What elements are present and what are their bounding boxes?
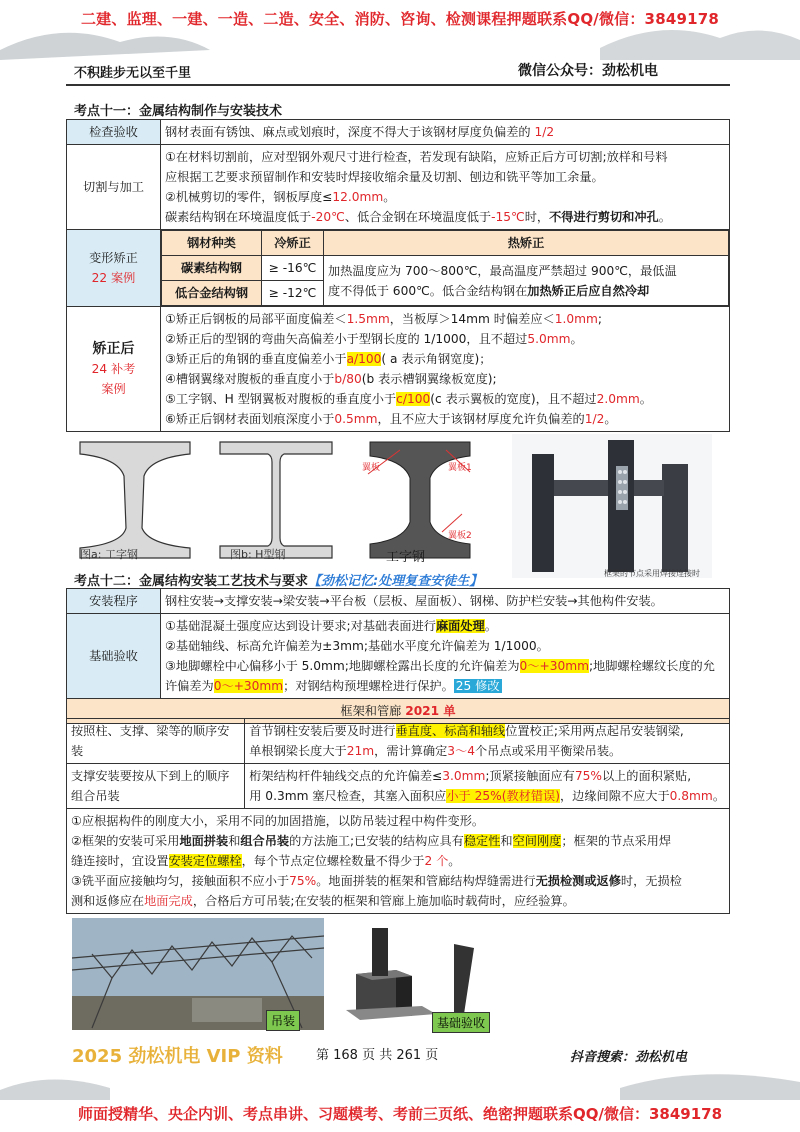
- text-span: 地面完成: [144, 894, 193, 908]
- text-span: ，且不应大于该钢材厚度允许负偏差的: [377, 412, 585, 426]
- cut-l3b: 12.0mm: [332, 190, 384, 204]
- text-span: 单根钢梁长度大于: [249, 744, 347, 758]
- text-span: a/100: [346, 352, 382, 366]
- check-row: [67, 120, 730, 145]
- after-case-1: 24 补考: [91, 362, 136, 376]
- text-span: 测和返修应在: [71, 894, 145, 908]
- fig-c-caption: 工字钢: [386, 550, 426, 565]
- fig-c-wing1: 翼板1: [448, 463, 472, 473]
- frame-row-1-left: 按照柱、支撑、梁等的顺序安装: [67, 719, 245, 764]
- deform-case: 22 案例: [91, 271, 136, 285]
- text-span: 75%: [574, 769, 602, 783]
- text-span: 1.5mm: [346, 312, 390, 326]
- text-span: 1.0mm: [554, 312, 598, 326]
- text-span: 3～4: [447, 744, 475, 758]
- after-head-label: 矫正后: [92, 341, 135, 357]
- cut-head: 切割与加工: [67, 145, 161, 230]
- cut-row: [67, 145, 730, 230]
- text-span: ⑤工字钢、H 型钢翼板对腹板的垂直度小于: [165, 392, 397, 406]
- page-number: 第 168 页 共 261 页: [316, 1048, 439, 1063]
- wechat-account: 微信公众号：劲松机电: [518, 63, 658, 79]
- th-hot: 热矫正: [324, 231, 729, 256]
- text-span: ；对钢结构预埋螺栓进行保护。: [283, 679, 454, 693]
- base-row: [67, 614, 730, 699]
- text-span: 小于 25%(教材错误): [446, 789, 560, 803]
- text-span: ①基础混凝土强度应达到设计要求;对基础表面进行: [165, 619, 436, 633]
- proc-row: [67, 589, 730, 614]
- cut-l4e: 时，: [524, 210, 550, 224]
- deform-inner-table: [161, 230, 729, 306]
- text-span: 垂直度、标高和轴线: [395, 724, 506, 738]
- r1-material: 碳素结构钢: [162, 256, 262, 281]
- section-12-table: [66, 588, 730, 724]
- text-span: 3.0mm: [442, 769, 486, 783]
- cut-l3c: 。: [383, 190, 396, 204]
- text-span: 1/2: [584, 412, 605, 426]
- cut-l4c: 、低合金钢在环境温度低于: [344, 210, 492, 224]
- check-value: 1/2: [534, 125, 555, 139]
- fig-b-caption: 图b: H型钢: [230, 548, 286, 561]
- r2-cold: ≥ -12℃: [262, 281, 324, 306]
- base-head: 基础验收: [67, 614, 161, 699]
- text-span: 桁架结构杆件轴线交点的允许偏差≤: [249, 769, 443, 783]
- text-line: [71, 871, 725, 891]
- bottom-banner: 师面授精华、央企内训、考点串讲、习题模考、考前三页纸、绝密押题联系QQ/微信：3849178: [77, 1105, 723, 1123]
- text-span: 许偏差为: [165, 679, 214, 693]
- text-span: 2 个: [424, 854, 449, 868]
- th-material: 钢材种类: [162, 231, 262, 256]
- text-span: 框架和管廊: [340, 704, 406, 718]
- text-span: 以上的面积紧贴,: [601, 769, 692, 783]
- text-span: 位置校正;采用两点起吊安装钢梁,: [505, 724, 684, 738]
- after-content: [161, 307, 730, 432]
- r1-cold: ≥ -16℃: [262, 256, 324, 281]
- check-head: 检查验收: [67, 120, 161, 145]
- after-line-2: [165, 329, 725, 349]
- deform-head: [67, 230, 161, 307]
- cut-line-3: [165, 187, 725, 207]
- cut-l4g: 。: [658, 210, 671, 224]
- text-span: ；框架的节点采用焊: [561, 834, 672, 848]
- section-12-title: [74, 570, 482, 589]
- text-span: 75%: [289, 874, 317, 888]
- fig-d-caption: 框架的节点采用焊接连接时: [604, 569, 700, 578]
- cut-content: [161, 145, 730, 230]
- after-line-6: [165, 409, 725, 429]
- cut-l3a: ②机械剪切的零件，钢板厚度≤: [165, 190, 333, 204]
- text-line: [165, 656, 725, 676]
- cut-l4a: 碳素结构钢在环境温度低于: [165, 210, 312, 224]
- text-line: [71, 851, 725, 871]
- beam-joint-figure: [512, 434, 712, 578]
- text-span: ③铣平面应接触均匀，接触面积不应小于: [71, 874, 290, 888]
- text-span: 用 0.3mm 塞尺检查，其塞入面积应: [249, 789, 447, 803]
- text-span: c/100: [396, 392, 431, 406]
- r2-material: 低合金结构钢: [162, 281, 262, 306]
- text-span: ，每个节点定位螺栓数量不得少于: [241, 854, 425, 868]
- cut-line-2: 应根据工艺要求预留制作和安装时焊接收缩余量及切割、刨边和铣平等加工余量。: [165, 170, 604, 184]
- text-line: [249, 721, 725, 741]
- section-11-table: [66, 119, 730, 432]
- text-span: 和: [500, 834, 513, 848]
- th-cold: 冷矫正: [262, 231, 324, 256]
- hot-line-1: 加热温度应为 700～800℃，最高温度严禁超过 900℃，最低温: [328, 263, 677, 278]
- hot-l2a: 度不得低于 600℃。低合金结构钢在: [328, 283, 528, 298]
- text-span: 5.0mm: [527, 332, 571, 346]
- text-line: [71, 891, 725, 911]
- text-span: 。: [570, 332, 583, 346]
- section-12-memo: 【劲松记忆:处理复查安徒生】: [308, 574, 483, 589]
- text-span: 0～+30mm: [213, 679, 284, 693]
- text-span: 。: [639, 392, 652, 406]
- text-span: ④槽钢翼缘对腹板的垂直度小于: [165, 372, 335, 386]
- deform-content: [161, 230, 730, 307]
- text-span: 。: [448, 854, 461, 868]
- foundation-tag: 基础验收: [432, 1012, 490, 1033]
- vip-label: 2025 劲松机电 VIP 资料: [72, 1046, 283, 1067]
- text-span: 麻面处理: [435, 619, 485, 633]
- hot-l2b: 加热矫正后应自然冷却: [527, 283, 650, 298]
- lifting-tag: 吊装: [266, 1010, 300, 1031]
- text-span: ②矫正后的型钢的弯曲矢高偏差小于型钢长度的 1/1000，且不超过: [165, 332, 528, 346]
- text-span: 缝连接时，宜设置: [71, 854, 169, 868]
- header-rule: [66, 84, 730, 86]
- fig-a-caption: 图a: 工字钢: [80, 548, 138, 561]
- text-span: 无损检测或返修: [535, 874, 621, 888]
- text-line: [249, 786, 725, 806]
- text-span: ③矫正后的角钢的垂直度偏差小于: [165, 352, 347, 366]
- text-span: ，边缘间隙不应大于: [559, 789, 670, 803]
- text-line: [71, 831, 725, 851]
- text-span: 安装定位螺栓: [168, 854, 242, 868]
- text-span: ( a 表示角钢宽度)；: [381, 352, 492, 366]
- text-span: 0.8mm: [669, 789, 713, 803]
- text-span: ;顶紧接触面应有: [485, 769, 575, 783]
- text-span: b/80: [334, 372, 362, 386]
- text-line: [249, 741, 725, 761]
- text-span: ，合格后方可吊装;在安装的框架和管廊上施加临时载荷时，应经验算。: [192, 894, 575, 908]
- after-case-2: 案例: [101, 382, 126, 396]
- text-span: ②框架的安装可采用: [71, 834, 180, 848]
- revision-tag: 25 修改: [455, 679, 500, 693]
- text-span: (c 表示翼板的宽度)，且不超过: [430, 392, 597, 406]
- hot-content: [324, 256, 729, 306]
- text-line: [328, 281, 724, 301]
- text-span: 组合吊装: [240, 834, 290, 848]
- frame-row-2-right: [245, 764, 730, 809]
- i-beam-figure: [80, 442, 190, 558]
- cut-line-4: [165, 207, 725, 227]
- frame-row-2: [67, 764, 730, 809]
- top-banner: 二建、监理、一建、一造、二造、安全、消防、咨询、检测课程押题联系QQ/微信：3849178: [80, 10, 720, 28]
- text-span: 。: [484, 619, 497, 633]
- text-span: ;地脚螺栓螺纹长度的允: [588, 659, 715, 673]
- h-beam-figure: [220, 442, 332, 558]
- frame-row-3-content: [67, 809, 730, 914]
- text-span: 个吊点或采用平衡梁吊装。: [474, 744, 622, 758]
- text-span: 时，无损检: [620, 874, 682, 888]
- base-content: [161, 614, 730, 699]
- text-span: 。地面拼装的框架和管廊结构焊缝需进行: [316, 874, 536, 888]
- text-span: 0～+30mm: [519, 659, 589, 673]
- section-12-title-text: 考点十二：金属结构安装工艺技术与要求: [74, 574, 309, 589]
- frame-row-1: [67, 719, 730, 764]
- fig-c-wing: 翼板: [362, 463, 381, 473]
- section-11-title: 考点十一：金属结构制作与安装技术: [74, 104, 283, 119]
- text-line: [249, 766, 725, 786]
- text-span: ⑥矫正后钢材表面划痕深度小于: [165, 412, 335, 426]
- text-span: 稳定性: [463, 834, 501, 848]
- after-line-4: [165, 369, 725, 389]
- fig-c-wing2: 翼板2: [448, 531, 472, 541]
- text-span: 。: [712, 789, 725, 803]
- text-span: ③地脚螺栓中心偏移小于 5.0mm;地脚螺栓露出长度的允许偏差为: [165, 659, 520, 673]
- after-line-1: [165, 309, 725, 329]
- motto: 不积跬步无以至千里: [74, 66, 192, 81]
- text-span: (b 表示槽钢翼缘板宽度);: [361, 372, 497, 386]
- text-span: ，需计算确定: [374, 744, 448, 758]
- frame-table: [66, 718, 730, 914]
- text-span: ①矫正后钢板的局部平面度偏差＜: [165, 312, 347, 326]
- after-line-3: [165, 349, 725, 369]
- base-line-2: ②基础轴线、标高允许偏差为±3mm;基础水平度允许偏差为 1/1000。: [165, 639, 549, 653]
- text-span: 和: [228, 834, 241, 848]
- after-line-5: [165, 389, 725, 409]
- douyin-search: 抖音搜索：劲松机电: [570, 1050, 688, 1065]
- proc-head: 安装程序: [67, 589, 161, 614]
- text-span: 首节钢柱安装后要及时进行: [249, 724, 396, 738]
- text-span: 2.0mm: [596, 392, 640, 406]
- frame-row-3: [67, 809, 730, 914]
- text-span: 。: [604, 412, 617, 426]
- text-span: ;: [597, 312, 602, 326]
- text-span: 空间刚度: [512, 834, 562, 848]
- frame-w1: ①应根据构件的刚度大小，采用不同的加固措施，以防吊装过程中构件变形。: [71, 814, 485, 828]
- deform-row: [67, 230, 730, 307]
- cut-l4f: 不得进行剪切和冲孔: [549, 210, 659, 224]
- text-span: 的方法施工;已安装的结构应具有: [289, 834, 464, 848]
- check-text: 钢材表面有锈蚀、麻点或划痕时，深度不得大于该钢材厚度负偏差的: [165, 125, 531, 139]
- cut-l4d: -15℃: [491, 210, 525, 224]
- text-line: [165, 676, 725, 696]
- text-span: 地面拼装: [179, 834, 229, 848]
- text-span: ，当板厚＞14mm 时偏差应＜: [389, 312, 555, 326]
- proc-text: 钢柱安装→支撑安装→梁安装→平台板（层板、屋面板）、钢梯、防护栏安装→其他构件安装。: [161, 589, 730, 614]
- check-content: [161, 120, 730, 145]
- frame-row-2-left: 支撑安装要按从下到上的顺序组合吊装: [67, 764, 245, 809]
- after-head: [67, 307, 161, 432]
- cut-line-1: ①在材料切割前，应对型钢外观尺寸进行检查，若发现有缺陷，应矫正后方可切割;放样和号料: [165, 150, 668, 164]
- text-span: 2021 单: [405, 704, 456, 718]
- cut-l4b: -20℃: [311, 210, 345, 224]
- frame-row-1-right: [245, 719, 730, 764]
- text-span: 21m: [346, 744, 375, 758]
- text-line: [165, 616, 725, 636]
- text-span: 0.5mm: [334, 412, 378, 426]
- deform-head-label: 变形矫正: [89, 251, 138, 265]
- after-row: [67, 307, 730, 432]
